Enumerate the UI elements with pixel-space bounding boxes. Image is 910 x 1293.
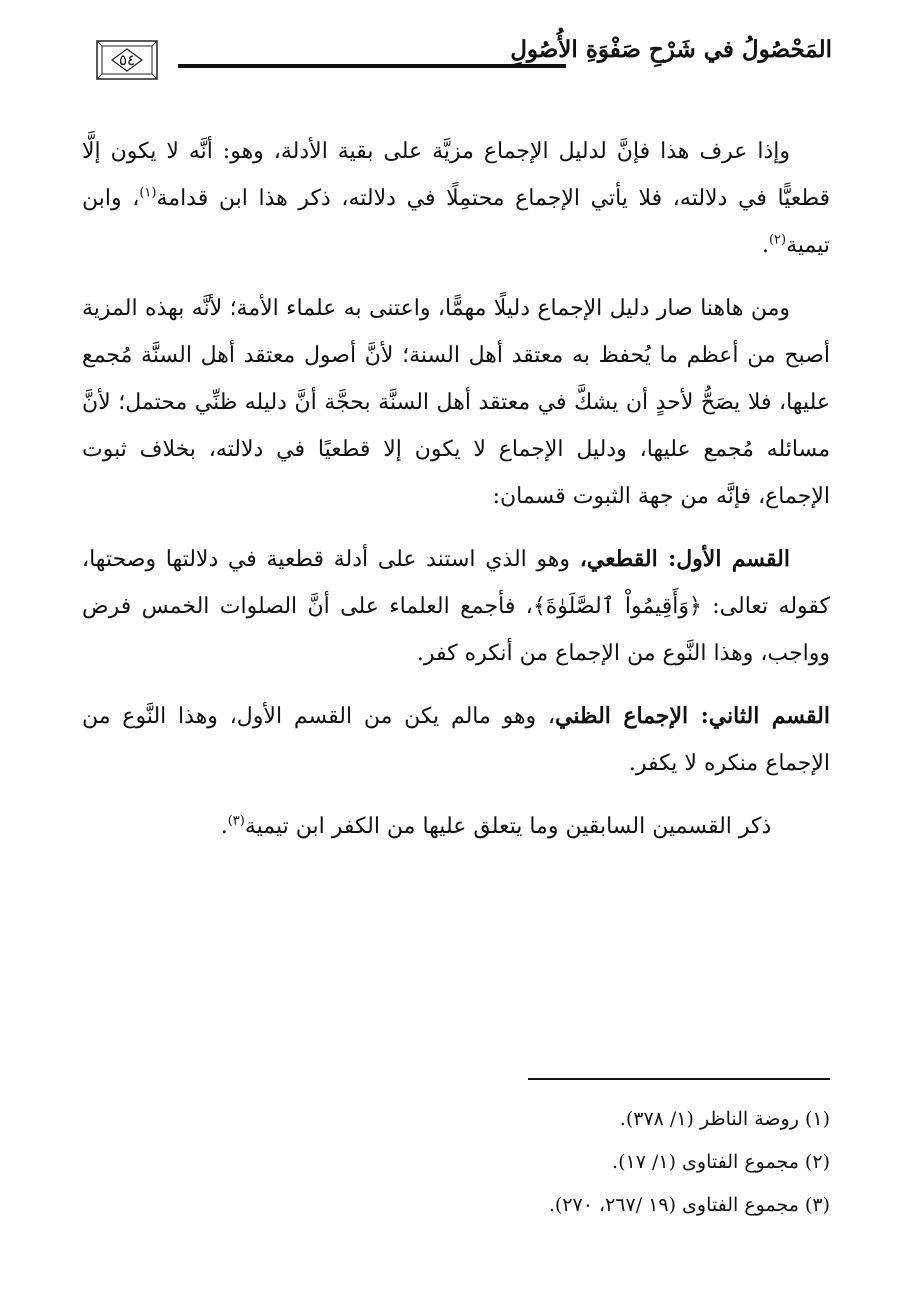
section-heading-speculative: القسم الثاني: الإجماع الظني: [555, 703, 830, 729]
paragraph-5-end: .: [220, 814, 228, 839]
paragraph-4: [82, 693, 830, 787]
page-number: ٥٤: [118, 51, 136, 69]
page-number-badge: [96, 40, 158, 80]
footnote-2: (٢) مجموع الفتاوى (١/ ١٧).: [612, 1151, 830, 1173]
section-heading-definitive: القسم الأول: القطعي،: [579, 546, 790, 572]
paragraph-1-text: وإذا عرف هذا فإنَّ لدليل الإجماع مزيَّة على بقية الأدلة، وهو: أنَّه لا يكون إلَّا قطعيًّا في دلالته، فلا يأتي الإجماع محتمِلًا في دلالته، ذكر هذا ابن قدامة: [82, 139, 831, 211]
footnote-separator: [528, 1078, 830, 1080]
footnotes: [82, 1098, 830, 1227]
header-rule: [178, 64, 566, 68]
footnote-ref-2[interactable]: (٢): [768, 232, 787, 248]
page-header: [92, 30, 832, 90]
paragraph-5: [82, 803, 830, 850]
footnote-ref-1[interactable]: (١): [139, 185, 157, 201]
paragraph-1-mid: ، وابن تيمية: [82, 186, 830, 258]
footnote-3: (٣) مجموع الفتاوى (١٩ /٢٦٧، ٢٧٠).: [548, 1194, 830, 1216]
footnote-1: (١) روضة الناظر (١/ ٣٧٨).: [619, 1108, 830, 1130]
paragraph-3-text-2: ، فأجمع العلماء على أنَّ الصلوات الخمس فرض وواجب، وهذا النَّوع من الإجماع من أنكره كفر.: [82, 594, 830, 666]
paragraph-1: [82, 128, 830, 269]
paragraph-2: [82, 285, 830, 520]
paragraph-1-end: .: [761, 233, 769, 258]
main-text: [82, 128, 830, 866]
paragraph-2-text: ومن هاهنا صار دليل الإجماع دليلًا مهمًّا، واعتنى به علماء الأمة؛ لأنَّه بهذه المزية أصبح من أعظم ما يُحفظ به معتقد أهل السنة؛ لأنَّ أصول معتقد أهل السنَّة مُجمع عليها، فلا يصَحُّ لأحدٍ أن يشكَّ في معتقد أهل السنَّة بحجَّة أنَّ دليله ظنِّي محتمل؛ لأنَّ مسائله مُجمع عليها، ودليل الإجماع لا يكون إلا قطعيًا في دلالته، بخلاف ثبوت الإجماع، فإنَّه من جهة الثبوت قسمان:: [82, 296, 830, 509]
footnote-ref-3[interactable]: (٣): [227, 813, 245, 829]
paragraph-5-text: ذكر القسمين السابقين وما يتعلق عليها من الكفر ابن تيمية: [244, 814, 772, 839]
quran-verse: ﴿وَأَقِيمُواْ ٱلصَّلَوٰةَ﴾: [532, 594, 702, 619]
book-title: المَحْصُولُ في شَرْحِ صَفْوَةِ الأُصُولِ: [510, 36, 832, 63]
paragraph-3-text-1: وهو الذي استند على أدلة قطعية في دلالتها وصحتها، كقوله تعالى:: [82, 547, 830, 619]
paragraph-3: [82, 536, 830, 677]
paragraph-4-text: ، وهو مالم يكن من القسم الأول، وهذا النَّوع من الإجماع منكره لا يكفر.: [82, 704, 830, 776]
